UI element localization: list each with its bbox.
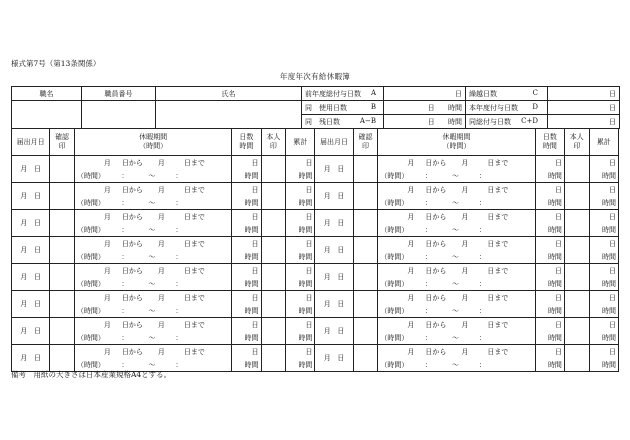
cumulative-value[interactable]: 日 — [286, 318, 315, 332]
period-hours[interactable]: （時間） ： 〜 ： — [378, 304, 535, 318]
cumulative-hours-value[interactable]: 時間 — [286, 358, 315, 372]
cumulative-value[interactable]: 日 — [589, 264, 618, 278]
self-seal-field[interactable] — [261, 156, 286, 183]
cumulative-hours-value[interactable]: 時間 — [286, 223, 315, 237]
col-self_seal-header: 本人 印 — [564, 129, 589, 156]
self-seal-field[interactable] — [261, 345, 286, 372]
cumulative-value[interactable]: 日 — [589, 291, 618, 305]
col-seal-header: 確認 印 — [353, 129, 378, 156]
cumulative-value[interactable]: 日 — [589, 156, 618, 170]
date-field[interactable]: 月 日 — [12, 291, 50, 318]
date-field[interactable]: 月 日 — [315, 210, 353, 237]
period-hours[interactable]: （時間） ： 〜 ： — [378, 223, 535, 237]
date-field[interactable]: 月 日 — [12, 318, 50, 345]
period-from-to[interactable]: 月 日から 月 日まで — [74, 318, 231, 332]
period-from-to[interactable]: 月 日から 月 日まで — [378, 291, 535, 305]
cumulative-hours-value[interactable]: 時間 — [286, 331, 315, 345]
seal-field[interactable] — [50, 156, 75, 183]
cumulative-value[interactable]: 日 — [589, 318, 618, 332]
days-value[interactable]: 日 — [535, 345, 564, 359]
period-from-to[interactable]: 月 日から 月 日まで — [378, 345, 535, 359]
this-year-label: 本年度付与日数 D — [466, 101, 548, 115]
col-cumulative-header: 累計 — [589, 129, 618, 156]
period-hours[interactable]: （時間） ： 〜 ： — [74, 250, 231, 264]
col-date-header: 届出月日 — [12, 129, 50, 156]
cumulative-hours-value[interactable]: 時間 — [589, 358, 618, 372]
period-hours[interactable]: （時間） ： 〜 ： — [74, 304, 231, 318]
seal-field[interactable] — [353, 291, 378, 318]
cumulative-hours-value[interactable]: 時間 — [589, 196, 618, 210]
hours-value[interactable]: 時間 — [232, 196, 261, 210]
staff-no-header: 職員番号 — [82, 87, 156, 101]
used-label: 同 使用日数 B — [302, 101, 384, 115]
date-field[interactable]: 月 日 — [315, 237, 353, 264]
period-from-to[interactable]: 月 日から 月 日まで — [74, 237, 231, 251]
col-cumulative-header: 累計 — [286, 129, 315, 156]
hours-value[interactable]: 時間 — [232, 223, 261, 237]
hours-value[interactable]: 時間 — [535, 196, 564, 210]
seal-field[interactable] — [50, 345, 75, 372]
hours-value[interactable]: 時間 — [232, 331, 261, 345]
seal-field[interactable] — [353, 156, 378, 183]
staff-no-field[interactable] — [82, 101, 156, 129]
hours-value[interactable]: 時間 — [535, 304, 564, 318]
date-field[interactable]: 月 日 — [315, 183, 353, 210]
date-field[interactable]: 月 日 — [12, 345, 50, 372]
hours-value[interactable]: 時間 — [232, 169, 261, 183]
period-from-to[interactable]: 月 日から 月 日まで — [74, 264, 231, 278]
date-field[interactable]: 月 日 — [12, 183, 50, 210]
period-hours[interactable]: （時間） ： 〜 ： — [74, 277, 231, 291]
seal-field[interactable] — [50, 264, 75, 291]
date-field[interactable]: 月 日 — [315, 291, 353, 318]
cumulative-hours-value[interactable]: 時間 — [589, 277, 618, 291]
column-header-row — [12, 129, 619, 156]
period-hours[interactable]: （時間） ： 〜 ： — [378, 169, 535, 183]
leave-record-table — [11, 128, 619, 372]
self-seal-field[interactable] — [261, 237, 286, 264]
period-from-to[interactable]: 月 日から 月 日まで — [378, 156, 535, 170]
cumulative-value[interactable]: 日 — [286, 264, 315, 278]
date-field[interactable]: 月 日 — [12, 156, 50, 183]
cumulative-hours-value[interactable]: 時間 — [286, 169, 315, 183]
form-number: 様式第7号（第13条関係） — [11, 59, 101, 68]
header-table — [11, 86, 620, 129]
seal-field[interactable] — [353, 183, 378, 210]
cumulative-value[interactable]: 日 — [589, 237, 618, 251]
period-from-to[interactable]: 月 日から 月 日まで — [378, 210, 535, 224]
self-seal-field[interactable] — [564, 318, 589, 345]
table-row — [12, 156, 619, 170]
seal-field[interactable] — [50, 237, 75, 264]
hours-value[interactable]: 時間 — [535, 277, 564, 291]
days-value[interactable]: 日 — [535, 291, 564, 305]
hours-value[interactable]: 時間 — [535, 358, 564, 372]
days-value[interactable]: 日 — [232, 183, 261, 197]
seal-field[interactable] — [353, 210, 378, 237]
used-value[interactable]: 日 時間 — [384, 101, 466, 115]
total-label: 同総付与日数 C+D — [466, 115, 548, 129]
date-field[interactable]: 月 日 — [315, 345, 353, 372]
remaining-value[interactable]: 日 時間 — [384, 115, 466, 129]
period-hours[interactable]: （時間） ： 〜 ： — [378, 277, 535, 291]
period-from-to[interactable]: 月 日から 月 日まで — [378, 318, 535, 332]
period-hours[interactable]: （時間） ： 〜 ： — [378, 358, 535, 372]
table-row — [12, 345, 619, 359]
cumulative-value[interactable]: 日 — [286, 183, 315, 197]
cumulative-value[interactable]: 日 — [286, 291, 315, 305]
days-value[interactable]: 日 — [535, 237, 564, 251]
table-row — [12, 264, 619, 278]
cumulative-hours-value[interactable]: 時間 — [286, 277, 315, 291]
col-days-header: 日数 時間 — [232, 129, 261, 156]
carryover-value[interactable]: 日 — [548, 87, 620, 101]
cumulative-value[interactable]: 日 — [286, 156, 315, 170]
remaining-label: 同 残日数 A−B — [302, 115, 384, 129]
this-year-value[interactable]: 日 — [548, 101, 620, 115]
cumulative-hours-value[interactable]: 時間 — [286, 250, 315, 264]
period-from-to[interactable]: 月 日から 月 日まで — [74, 345, 231, 359]
self-seal-field[interactable] — [564, 237, 589, 264]
prev-year-value[interactable]: 日 — [384, 87, 466, 101]
col-self_seal-header: 本人 印 — [261, 129, 286, 156]
days-value[interactable]: 日 — [535, 156, 564, 170]
col-period-header: 休暇期間 （時間） — [378, 129, 535, 156]
table-row — [12, 318, 619, 332]
seal-field[interactable] — [50, 318, 75, 345]
period-hours[interactable]: （時間） ： 〜 ： — [378, 250, 535, 264]
period-hours[interactable]: （時間） ： 〜 ： — [74, 223, 231, 237]
seal-field[interactable] — [50, 183, 75, 210]
days-value[interactable]: 日 — [232, 264, 261, 278]
cumulative-value[interactable]: 日 — [286, 345, 315, 359]
period-hours[interactable]: （時間） ： 〜 ： — [74, 169, 231, 183]
cumulative-hours-value[interactable]: 時間 — [589, 250, 618, 264]
self-seal-field[interactable] — [261, 318, 286, 345]
days-value[interactable]: 日 — [232, 318, 261, 332]
table-row — [12, 183, 619, 197]
self-seal-field[interactable] — [564, 345, 589, 372]
cumulative-hours-value[interactable]: 時間 — [589, 304, 618, 318]
seal-field[interactable] — [353, 318, 378, 345]
days-value[interactable]: 日 — [535, 183, 564, 197]
cumulative-value[interactable]: 日 — [589, 183, 618, 197]
hours-value[interactable]: 時間 — [535, 169, 564, 183]
hours-value[interactable]: 時間 — [232, 250, 261, 264]
self-seal-field[interactable] — [261, 264, 286, 291]
days-value[interactable]: 日 — [232, 210, 261, 224]
period-hours[interactable]: （時間） ： 〜 ： — [378, 331, 535, 345]
seal-field[interactable] — [353, 264, 378, 291]
col-seal-header: 確認 印 — [50, 129, 75, 156]
seal-field[interactable] — [50, 291, 75, 318]
days-value[interactable]: 日 — [232, 237, 261, 251]
period-hours[interactable]: （時間） ： 〜 ： — [74, 331, 231, 345]
self-seal-field[interactable] — [564, 183, 589, 210]
name-field[interactable] — [156, 101, 302, 129]
cumulative-hours-value[interactable]: 時間 — [589, 169, 618, 183]
page-title: 年度年次有給休暇簿 — [279, 72, 351, 81]
cumulative-hours-value[interactable]: 時間 — [286, 196, 315, 210]
date-field[interactable]: 月 日 — [12, 237, 50, 264]
col-date-header: 届出月日 — [315, 129, 353, 156]
period-from-to[interactable]: 月 日から 月 日まで — [378, 264, 535, 278]
period-from-to[interactable]: 月 日から 月 日まで — [378, 237, 535, 251]
date-field[interactable]: 月 日 — [315, 156, 353, 183]
self-seal-field[interactable] — [261, 291, 286, 318]
col-days-header: 日数 時間 — [535, 129, 564, 156]
seal-field[interactable] — [50, 210, 75, 237]
period-from-to[interactable]: 月 日から 月 日まで — [74, 156, 231, 170]
total-value[interactable]: 日 — [548, 115, 620, 129]
self-seal-field[interactable] — [564, 264, 589, 291]
period-from-to[interactable]: 月 日から 月 日まで — [74, 210, 231, 224]
days-value[interactable]: 日 — [232, 156, 261, 170]
cumulative-value[interactable]: 日 — [589, 210, 618, 224]
days-value[interactable]: 日 — [232, 291, 261, 305]
cumulative-value[interactable]: 日 — [286, 210, 315, 224]
dept-header: 職名 — [12, 87, 82, 101]
self-seal-field[interactable] — [564, 210, 589, 237]
self-seal-field[interactable] — [261, 183, 286, 210]
cumulative-value[interactable]: 日 — [589, 345, 618, 359]
cumulative-hours-value[interactable]: 時間 — [589, 223, 618, 237]
cumulative-value[interactable]: 日 — [286, 237, 315, 251]
seal-field[interactable] — [353, 345, 378, 372]
hours-value[interactable]: 時間 — [232, 358, 261, 372]
hours-value[interactable]: 時間 — [535, 250, 564, 264]
period-hours[interactable]: （時間） ： 〜 ： — [74, 196, 231, 210]
period-hours[interactable]: （時間） ： 〜 ： — [378, 196, 535, 210]
table-row — [12, 237, 619, 251]
date-field[interactable]: 月 日 — [12, 264, 50, 291]
days-value[interactable]: 日 — [535, 264, 564, 278]
hours-value[interactable]: 時間 — [232, 277, 261, 291]
table-row — [12, 291, 619, 305]
date-field[interactable]: 月 日 — [315, 264, 353, 291]
period-from-to[interactable]: 月 日から 月 日まで — [74, 183, 231, 197]
self-seal-field[interactable] — [564, 291, 589, 318]
period-hours[interactable]: （時間） ： 〜 ： — [74, 358, 231, 372]
days-value[interactable]: 日 — [535, 318, 564, 332]
col-period-header: 休暇期間 （時間） — [74, 129, 231, 156]
days-value[interactable]: 日 — [535, 210, 564, 224]
table-row — [12, 210, 619, 224]
hours-value[interactable]: 時間 — [535, 331, 564, 345]
cumulative-hours-value[interactable]: 時間 — [589, 331, 618, 345]
dept-field[interactable] — [12, 101, 82, 129]
days-value[interactable]: 日 — [232, 345, 261, 359]
cumulative-hours-value[interactable]: 時間 — [286, 304, 315, 318]
prev-year-label: 前年度総付与日数 A — [302, 87, 384, 101]
name-header: 氏名 — [156, 87, 302, 101]
hours-value[interactable]: 時間 — [535, 223, 564, 237]
seal-field[interactable] — [353, 237, 378, 264]
self-seal-field[interactable] — [261, 210, 286, 237]
footnote: 備考 用紙の大きさは日本産業規格A4とする。 — [11, 370, 172, 379]
date-field[interactable]: 月 日 — [12, 210, 50, 237]
period-from-to[interactable]: 月 日から 月 日まで — [74, 291, 231, 305]
self-seal-field[interactable] — [564, 156, 589, 183]
hours-value[interactable]: 時間 — [232, 304, 261, 318]
carryover-label: 繰越日数 C — [466, 87, 548, 101]
period-from-to[interactable]: 月 日から 月 日まで — [378, 183, 535, 197]
date-field[interactable]: 月 日 — [315, 318, 353, 345]
